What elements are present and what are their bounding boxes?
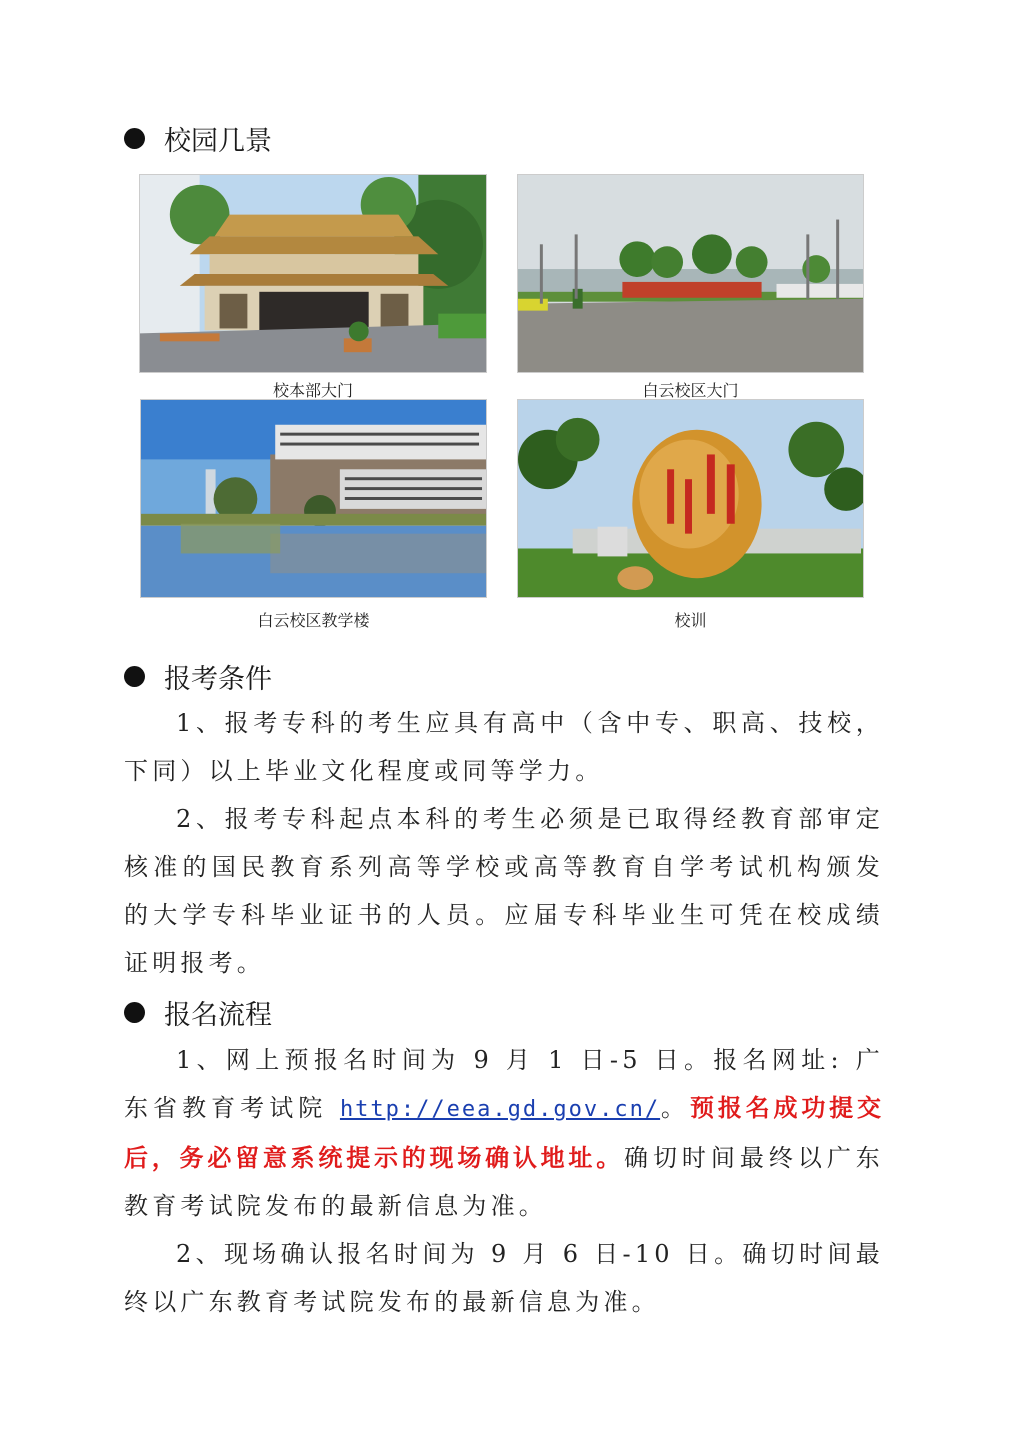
registration-link[interactable]: http://eea.gd.gov.cn/ — [339, 1097, 661, 1122]
requirement-item-1: 1、报考专科的考生应具有高中（含中专、职高、技校，下同）以上毕业文化程度或同等学力。 — [124, 709, 884, 785]
section-title: 报考条件 — [164, 663, 272, 695]
photo-caption: 校本部大门 — [272, 381, 353, 400]
photo-caption: 校训 — [674, 611, 707, 630]
important-notice: 预报名成功提交后，务必留意系统提示的现场确认地址。 — [124, 1094, 885, 1172]
photo-baiyun-gate — [517, 174, 864, 373]
photo-caption: 白云校区大门 — [642, 381, 739, 400]
bullet-icon — [124, 128, 145, 149]
photo-caption: 白云校区教学楼 — [257, 611, 370, 630]
process-item-1: 1、网上预报名时间为 9 月 1 日-5 日。报名网址: 广东省教育考试院 http://eea.gd.gov.cn/。预报名成功提交后，务必留意系统提示的现场确认地址。确切时间最终以广东教育考试院发布的最新信息为准。 — [124, 1046, 885, 1220]
section-heading-requirements — [124, 656, 272, 696]
requirement-item-2: 2、报考专科起点本科的考生必须是已取得经教育部审定核准的国民教育系列高等学校或高等教育自学考试机构颁发的大学专科毕业证书的人员。应届专科毕业生可凭在校成绩证明报考。 — [124, 805, 884, 977]
bullet-icon — [124, 1002, 145, 1023]
section-heading-campus — [124, 118, 272, 158]
photo-school-motto — [517, 399, 864, 598]
section-title: 校园几景 — [164, 125, 272, 157]
bullet-icon — [124, 666, 145, 687]
section-heading-process — [124, 992, 272, 1032]
photo-main-gate — [139, 174, 487, 373]
section-title: 报名流程 — [164, 999, 272, 1031]
process-item-2: 2、现场确认报名时间为 9 月 6 日-10 日。确切时间最终以广东教育考试院发布的最新信息为准。 — [124, 1240, 884, 1316]
photo-teaching-building — [140, 399, 487, 598]
